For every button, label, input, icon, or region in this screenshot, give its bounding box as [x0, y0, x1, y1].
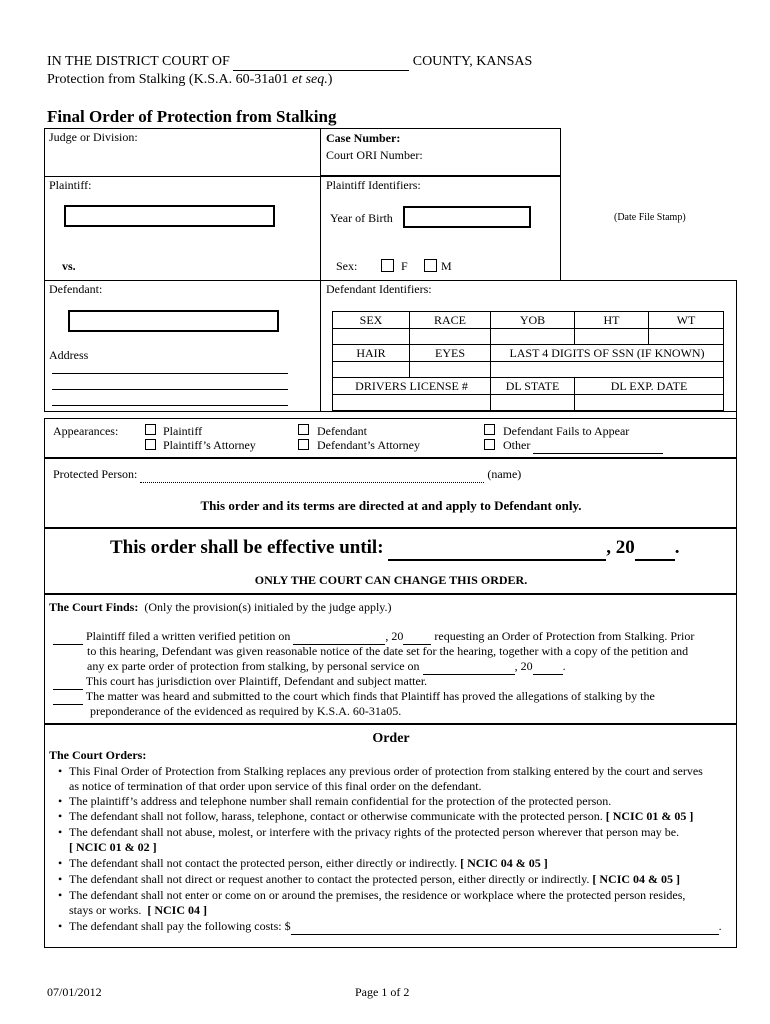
protected-person-field[interactable] [140, 467, 484, 483]
year-of-birth-field[interactable] [403, 206, 531, 228]
id-label-sex: SEX [332, 311, 410, 329]
sex-m-checkbox[interactable] [424, 259, 437, 272]
finding-1-text-a: Plaintiff filed a written verified petition on [86, 629, 291, 643]
id-value-sex[interactable] [332, 328, 410, 345]
county-field[interactable] [233, 54, 409, 71]
year-of-birth-label: Year of Birth [330, 211, 393, 225]
effective-period: . [674, 537, 680, 558]
address-line-2[interactable] [52, 389, 288, 390]
sex-label: Sex: [336, 259, 358, 273]
finding-1-initial-field[interactable] [53, 629, 83, 645]
court-line-prefix: IN THE DISTRICT COURT OF [47, 54, 230, 69]
id-value-yob[interactable] [490, 328, 575, 345]
order-bullet-1-cont: as notice of termination of that order upon service of this final order on the defendant. [69, 779, 482, 793]
order-bullet-1-text: This Final Order of Protection from Stalking replaces any previous order of protection from stalking entered by the court and serves [69, 764, 703, 778]
order-bullet-5-text: The defendant shall not contact the protected person, either directly or indirectly. [69, 856, 458, 870]
id-label-race: RACE [409, 311, 491, 329]
order-bullet-5-code: [ NCIC 04 & 05 ] [460, 856, 548, 870]
address-line-1[interactable] [52, 373, 288, 374]
costs-amount-field[interactable] [291, 919, 719, 935]
finding-3-text-line-1: The matter was heard and submitted to the court which finds that Plaintiff has proved the allegations of stalking by the [85, 689, 655, 703]
finding-1-line-3-text-b: , 20 [514, 659, 533, 673]
form-title: Final Order of Protection from Stalking [47, 107, 337, 126]
order-bullet-6 [58, 872, 680, 887]
order-bullet-4 [58, 825, 679, 855]
protected-person-line [53, 467, 521, 483]
appearance-other-field[interactable] [533, 438, 663, 454]
bullet-dot-icon: • [58, 764, 63, 778]
vs-label: vs. [62, 259, 76, 273]
finding-1-line-2: to this hearing, Defendant was given reasonable notice of the date set for the hearing, together with a copy of the petition and [87, 644, 689, 658]
id-label-dl-state: DL STATE [490, 377, 575, 395]
address-label: Address [49, 348, 89, 362]
defendant-name-field[interactable] [68, 310, 279, 332]
defendant-identifiers-label: Defendant Identifiers: [326, 282, 432, 296]
court-line [47, 54, 532, 71]
caption-bottom-rule [44, 411, 736, 412]
order-bullet-7-cont: stays or works. [69, 903, 142, 917]
order-bullet-1 [58, 764, 738, 794]
finding-1-line-3-text-a: any ex parte order of protection from stalking, by personal service on [87, 659, 420, 673]
order-bullet-4-text: The defendant shall not abuse, molest, or interfere with the privacy rights of the protected person wherever that person may be. [69, 825, 680, 839]
id-value-ht[interactable] [574, 328, 649, 345]
finding-2-text: This court has jurisdiction over Plaintiff, Defendant and subject matter. [85, 674, 428, 688]
finding-2-initial-field[interactable] [53, 674, 83, 690]
case-right-rule [560, 128, 561, 280]
appearance-defendant-checkbox[interactable] [298, 424, 309, 435]
id-label-ht: HT [574, 311, 649, 329]
protected-person-label: Protected Person: [53, 467, 138, 481]
order-bullet-3-code: [ NCIC 01 & 05 ] [605, 809, 694, 823]
case-number-label: Case Number: [326, 131, 401, 145]
plaintiff-label: Plaintiff: [49, 178, 92, 192]
date-file-stamp: (Date File Stamp) [614, 212, 686, 223]
id-value-dl-state[interactable] [490, 394, 575, 411]
appearance-other-text: Other [503, 438, 531, 452]
appearance-defendant-attorney-label: Defendant’s Attorney [317, 438, 420, 452]
appearances-label: Appearances: [53, 424, 119, 438]
id-value-race[interactable] [409, 328, 491, 345]
caption-top-rule [44, 128, 320, 129]
bullet-dot-icon: • [58, 888, 63, 902]
order-subheading: The Court Orders: [49, 748, 147, 762]
plaintiff-identifiers-label: Plaintiff Identifiers: [326, 178, 421, 192]
bullet-dot-icon: • [58, 919, 63, 933]
order-bullet-6-code: [ NCIC 04 & 05 ] [592, 872, 681, 886]
id-label-hair: HAIR [332, 344, 410, 362]
bullet-dot-icon: • [58, 856, 63, 870]
statute-line [47, 72, 332, 88]
order-heading: Order [372, 731, 410, 746]
finding-1-service-date-field[interactable] [423, 659, 515, 675]
effective-date-field[interactable] [388, 537, 606, 561]
appearance-plaintiff-label: Plaintiff [163, 424, 203, 438]
finding-3-line-2: preponderance of the evidenced as required by K.S.A. 60-31a05. [90, 704, 402, 718]
footer-date: 07/01/2012 [47, 985, 102, 999]
id-label-drivers-license: DRIVERS LICENSE # [332, 377, 491, 395]
defendant-label: Defendant: [49, 282, 103, 296]
finding-1-year-field[interactable] [403, 629, 431, 645]
appearance-defendant-attorney-checkbox[interactable] [298, 439, 309, 450]
order-bullet-7 [58, 888, 685, 918]
only-court-text: ONLY THE COURT CAN CHANGE THIS ORDER. [254, 573, 528, 587]
finding-1-text-c: requesting an Order of Protection from Stalking. Prior [434, 629, 695, 643]
id-label-dl-exp: DL EXP. DATE [574, 377, 724, 395]
order-bullet-8-text: The defendant shall pay the following costs: $ [69, 919, 291, 933]
appearance-plaintiff-checkbox[interactable] [145, 424, 156, 435]
order-bullet-3 [58, 809, 693, 824]
caption-rule-plaintiff [44, 176, 561, 177]
bullet-dot-icon: • [58, 872, 63, 886]
appearance-fails-to-appear-checkbox[interactable] [484, 424, 495, 435]
order-bullet-4-code: [ NCIC 01 & 02 ] [69, 840, 157, 854]
sex-f-label: F [401, 259, 408, 273]
statute-end: ) [327, 72, 333, 87]
id-value-hair[interactable] [332, 361, 410, 378]
id-value-drivers-license[interactable] [332, 394, 491, 411]
appearance-fails-to-appear-label: Defendant Fails to Appear [503, 424, 630, 438]
finding-item-2 [53, 674, 427, 690]
findings-heading-line [49, 600, 392, 615]
effective-text: This order shall be effective until: [110, 537, 384, 558]
court-line-suffix: COUNTY, KANSAS [412, 54, 533, 69]
order-bullet-6-text: The defendant shall not direct or request another to contact the protected person, either directly or indirectly. [69, 872, 590, 886]
id-value-ssn[interactable] [490, 361, 724, 378]
footer-page: Page 1 of 2 [355, 985, 410, 999]
caption-left-rule [44, 128, 45, 411]
appearance-defendant-label: Defendant [317, 424, 367, 438]
findings-heading: The Court Finds: [49, 600, 139, 614]
effective-line [110, 537, 680, 561]
order-bullet-8: • The defendant shall pay the following costs: $ . [58, 919, 722, 933]
effective-year-prefix: , 20 [606, 537, 635, 558]
finding-1-date-field[interactable] [293, 629, 385, 645]
finding-item-1 [53, 629, 694, 645]
judge-label: Judge or Division: [49, 130, 138, 144]
order-bullet-2 [58, 794, 611, 809]
bullet-dot-icon: • [58, 809, 63, 823]
sex-m-label: M [441, 259, 452, 273]
finding-1-line-3 [87, 659, 566, 675]
id-value-eyes[interactable] [409, 361, 491, 378]
finding-3-initial-field[interactable] [53, 689, 83, 705]
appearance-plaintiff-attorney-label: Plaintiff’s Attorney [163, 438, 256, 452]
caption-rule-defendant [44, 280, 736, 281]
id-label-eyes: EYES [409, 344, 491, 362]
order-bullet-7-code: [ NCIC 04 ] [147, 903, 207, 917]
directive-text: This order and its terms are directed at and apply to Defendant only. [200, 498, 582, 513]
finding-1-service-year-field[interactable] [533, 659, 563, 675]
id-value-dl-exp[interactable] [574, 394, 724, 411]
finding-item-3 [53, 689, 655, 705]
bullet-dot-icon: • [58, 794, 63, 808]
id-label-wt: WT [648, 311, 724, 329]
id-label-ssn: LAST 4 DIGITS OF SSN (IF KNOWN) [490, 344, 724, 362]
order-bullet-7-text: The defendant shall not enter or come on or around the premises, the residence or workplace where the protected person resides, [69, 888, 686, 902]
finding-1-line-3-text-c: . [562, 659, 566, 673]
findings-heading-note: (Only the provision(s) initialed by the judge apply.) [144, 600, 392, 614]
court-ori-label: Court ORI Number: [326, 148, 423, 162]
appearance-other-checkbox[interactable] [484, 439, 495, 450]
sex-f-checkbox[interactable] [381, 259, 394, 272]
finding-1-text-b: , 20 [385, 629, 404, 643]
plaintiff-name-field[interactable] [64, 205, 275, 227]
statute-italic: et seq. [291, 72, 328, 87]
order-bullet-2-text: The plaintiff’s address and telephone number shall remain confidential for the protection of the protected person. [69, 794, 612, 808]
id-value-wt[interactable] [648, 328, 724, 345]
appearance-plaintiff-attorney-checkbox[interactable] [145, 439, 156, 450]
appearance-other-label [503, 438, 663, 454]
effective-year-field[interactable] [635, 537, 675, 561]
order-bullet-3-text: The defendant shall not follow, harass, telephone, contact or otherwise communicate with the protected person. [69, 809, 603, 823]
statute-main: Protection from Stalking (K.S.A. 60-31a01 [47, 72, 289, 87]
id-label-yob: YOB [490, 311, 575, 329]
bullet-dot-icon: • [58, 825, 63, 839]
address-line-3[interactable] [52, 405, 288, 406]
order-bullet-5 [58, 856, 548, 871]
protected-person-name-suffix: (name) [487, 467, 522, 481]
